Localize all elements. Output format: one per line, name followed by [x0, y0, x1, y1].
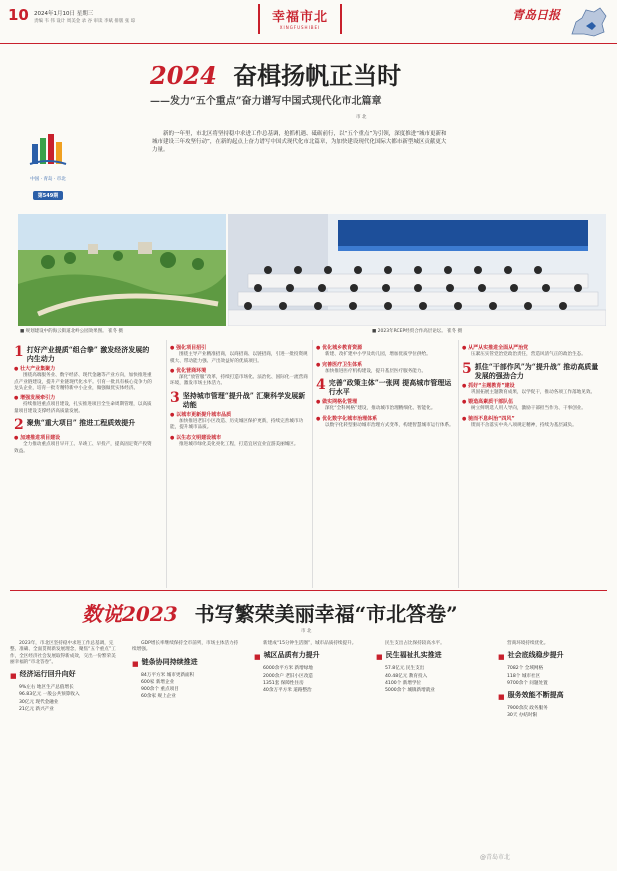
stats-section-title: 城区品质有力提升 [263, 650, 320, 660]
stats-section-heading [498, 650, 608, 664]
stats-section-heading [254, 650, 364, 664]
section-marker: ■ [498, 652, 505, 662]
stat-item: 900余个 重点项目 [141, 687, 179, 693]
stats-section-title: 社会底线稳步提升 [507, 650, 564, 660]
body-text: 全力推动重点项目早开工、早竣工、早投产，提高固定资产投资效益。 [14, 442, 152, 454]
section-title: 聚焦“重大项目” 推进工程质效提升 [26, 418, 136, 428]
stat-item: 7082个 全域网格 [507, 666, 544, 672]
stat-item: 1351套 保障性住房 [263, 680, 304, 686]
bullet-heading: ● 优化城乡教育资源 [316, 345, 363, 351]
stat-item: 30天 办结时限 [507, 713, 538, 719]
section-marker: ■ [10, 671, 17, 681]
article-column [170, 342, 308, 586]
city-map-icon [566, 4, 610, 40]
section-number: 1 [14, 344, 24, 360]
section-title: 抓住“干部作风”为“提升战” 推动高质量发展的强劲合力 [474, 361, 599, 380]
headline-year: 2024 [150, 61, 217, 90]
section-heading [316, 378, 454, 396]
section-title: 坚持城市管理“提升战” 汇聚科学发展新动能 [182, 390, 306, 409]
column-divider [458, 340, 459, 588]
body-text: 深化“全科网格”建设，推动城市治理精细化、智能化。 [325, 406, 436, 412]
lede-paragraph: 新的一年里，市北区将坚持稳中求进工作总基调，抢抓机遇、砥砺前行，以“五个重点”为引领，深度推进“城市更新和城市建设三年攻坚行动”，在新的起点上奋力谱写中国式现代化市北篇章，为加快建设现代化国际大都市新型城区贡献更大力量。 [152, 131, 447, 153]
stat-item: 2000余户 老旧小区改造 [263, 673, 313, 679]
stat-item: 9700余个 问题处置 [507, 680, 548, 686]
stats-column [376, 640, 486, 848]
stats-section-heading [376, 650, 486, 664]
stat-item: 57.8亿元 民生支出 [385, 666, 425, 672]
stat-item: 96.83亿元 一般公共预算收入 [19, 692, 80, 698]
bullet-heading: ● 以城市更新提升城市品质 [170, 411, 232, 418]
section-number: 4 [316, 377, 326, 394]
body-text: 以数字化转型驱动城市治理方式变革，构建智慧城市运行体系。 [325, 423, 454, 429]
body-text: 新建、改扩建中小学及幼儿园，增加优质学位供给。 [325, 352, 431, 358]
issue-badge: 第549期 [33, 191, 63, 200]
body-text: 持续推进重点项目建设，扎实推进项目全生命周期管理，以高质量项目建设支撑经济高质量发展。 [14, 402, 152, 414]
sub-headline: ——发力“五个重点”奋力谱写中国式现代化市北篇章 [150, 96, 382, 107]
logo-caption: 中国 · 青岛 · 市北 [30, 177, 66, 182]
column-intro: 2023年，市北区坚持稳中求进工作总基调，完整、准确、全面贯彻新发展理念，聚焦“五个重点”工作，全区经济社会发展取得新成效，交出一份繁荣美丽幸福的“市北答卷”。 [10, 641, 116, 665]
section-heading [14, 345, 152, 363]
district-logo [16, 130, 80, 210]
stats-section-title: 链条协同持续推进 [141, 656, 198, 666]
page-number: 10 [8, 6, 29, 24]
park-rendering-photo [18, 214, 226, 326]
secondary-headline [82, 598, 602, 627]
stat-item: 118个 城市社区 [507, 673, 541, 679]
photo-caption-right: ■ 2023年RCEP经贸合作高层论坛。 崔冬 摄 [372, 329, 463, 334]
headline2-part1: 数说2023 [82, 602, 178, 626]
bullet-heading: ● 加速推进项目建设 [14, 435, 61, 442]
editor-line: 责编 韦 伟 设计 周美金 录 谷 审读 李斌 排版 张 琼 [34, 19, 136, 24]
section-number: 2 [14, 417, 24, 434]
article-column [14, 342, 152, 586]
issue-date: 2024年1月10日 星期三 [34, 11, 94, 17]
column-divider [166, 340, 167, 588]
stats-section-heading [132, 657, 242, 671]
section-title: 打好产业提质“组合拳” 激发经济发展的内生动力 [26, 345, 150, 363]
bullet-heading: ● 增强发展牵引力 [14, 395, 56, 402]
stat-item: 40余万平方米 道路整治 [263, 688, 312, 694]
column-pinyin: XINGFUSHIBEI [279, 25, 321, 30]
bullet-heading: ● 从严从实推进全面从严治党 [462, 345, 529, 351]
stats-section-title: 服务效能不断提高 [507, 690, 564, 700]
section-number: 3 [170, 389, 180, 406]
stat-item: 60余家 规上企业 [141, 694, 176, 700]
stat-item: 40.48亿元 教育投入 [385, 673, 428, 679]
stat-item: 5000余个 城镇新增就业 [385, 688, 435, 694]
section-heading [170, 391, 308, 409]
column-logo [258, 4, 342, 34]
section-marker: ■ [254, 652, 261, 662]
headline2-part2: 书写繁荣美丽幸福“市北答卷” [194, 602, 458, 626]
bullet-heading: ● 做实网格化管理 [316, 399, 358, 406]
stat-item: 9%左右 地区生产总值增长 [19, 685, 74, 691]
district-emblem-icon [28, 130, 68, 170]
bullet-heading: ● 壮大产业集聚力 [14, 366, 56, 372]
body-text: 深化“放管服”改革，持续打造市场化、法治化、国际化一流营商环境，激发市场主体活力。 [170, 375, 308, 387]
photo-caption-left: ■ 规划建设中的海云街道北岭公园效果图。 崔冬 摄 [20, 329, 124, 334]
weibo-watermark: @青岛市北 [480, 854, 511, 861]
body-text: 推进城市绿化美化亮化工程，打造宜居宜业宜游美丽城区。 [179, 441, 299, 447]
column-intro: 营商环境持续优化。 [507, 641, 549, 646]
column-intro: 民生支出占比保持较高水平。 [385, 641, 445, 646]
forum-photo [228, 214, 606, 326]
bullet-heading: ● 锻造高素质干部队伍 [462, 399, 514, 406]
column-title: 幸福市北 [271, 10, 328, 25]
stats-column [254, 640, 364, 848]
section-heading [462, 362, 600, 380]
main-headline [150, 56, 600, 91]
stat-item: 21亿元 新兴产业 [19, 707, 54, 713]
stat-item: 84万平方米 城市更新面积 [141, 672, 195, 678]
page-header [0, 0, 617, 44]
bullet-heading: ● 优化数字化城市治理体系 [316, 415, 378, 422]
stats-section-heading [498, 690, 608, 704]
column-intro: 新建成“15分钟生活圈”，城市品质持续提升。 [263, 641, 357, 646]
section-marker: ■ [132, 658, 139, 668]
body-text: 巩固拓展主题教育成果，以学促干，推动各项工作落地见效。 [471, 389, 596, 395]
stats-column [498, 640, 608, 848]
body-text: 加快推进医疗机构建设，提升基层医疗服务能力。 [325, 368, 427, 374]
bullet-heading: ● 强化项目招引 [170, 345, 207, 351]
column-intro: GDP增长率继续保持全市前列，市场主体活力持续增强。 [132, 641, 239, 653]
bullet-heading: ● 以生态文明建设城市 [170, 434, 222, 441]
column-divider [312, 340, 313, 588]
section-marker: ■ [376, 652, 383, 662]
stats-section-title: 民生福祉扎实推进 [385, 650, 442, 660]
body-text: 压紧压实管党治党政治责任，营造风清气正的政治生态。 [471, 352, 586, 358]
section-title: 完善“政策主体”一张网 提高城市管理运行水平 [328, 378, 452, 397]
body-text: 围绕主导产业精准招商，以商招商、以链招商，引进一批投资规模大、带动能力强、产出效益好的优质项目。 [170, 352, 308, 364]
bullet-heading: ● 抓好“主题教育”建设 [462, 382, 515, 389]
headline-main: 奋楫扬帆正当时 [233, 61, 402, 90]
stats-column [10, 640, 120, 848]
stats-section-heading [10, 669, 120, 683]
stats-section-title: 经济运行回升向好 [19, 669, 76, 679]
byline-2: 市 北 [301, 629, 312, 634]
stat-item: 600家 新增企业 [141, 679, 175, 685]
stat-item: 7900余次 政务服务 [507, 706, 548, 712]
bullet-heading: ● 完善医疗卫生体系 [316, 361, 363, 368]
bullet-heading: ● 驰而不息纠治“四风” [462, 415, 515, 422]
body-text: 围绕高端服务业、数字经济、现代金融等产业方向，加快推进重点产业链建设，提升产业链现代化水平。引育一批具有核心竞争力的龙头企业，培育一批专精特新中小企业，做强做优实体经济。 [14, 373, 152, 391]
bullet-heading: ● 优化营商环境 [170, 367, 207, 374]
section-number: 5 [462, 360, 472, 377]
byline: 市 北 [356, 115, 367, 120]
masthead: 青岛日报 [512, 8, 561, 22]
article-column [462, 342, 600, 586]
stat-item: 4100个 新增学位 [385, 680, 422, 686]
body-text: 树立鲜明选人用人导向，激励干部担当作为、干事创业。 [471, 406, 586, 412]
body-text: 加快推进老旧小区改造、历史城区保护更新，持续完善城市功能，提升城市品质。 [170, 419, 304, 431]
stat-item: 30亿元 现代金融业 [19, 699, 59, 705]
section-rule [10, 590, 607, 591]
section-marker: ■ [498, 692, 505, 702]
article-column [316, 342, 454, 586]
section-heading [14, 418, 152, 432]
stats-column [132, 640, 242, 848]
body-text: 锲而不舍落实中央八项规定精神，持续为基层减负。 [471, 423, 577, 429]
stat-item: 6000余平方米 新增绿地 [263, 666, 313, 672]
